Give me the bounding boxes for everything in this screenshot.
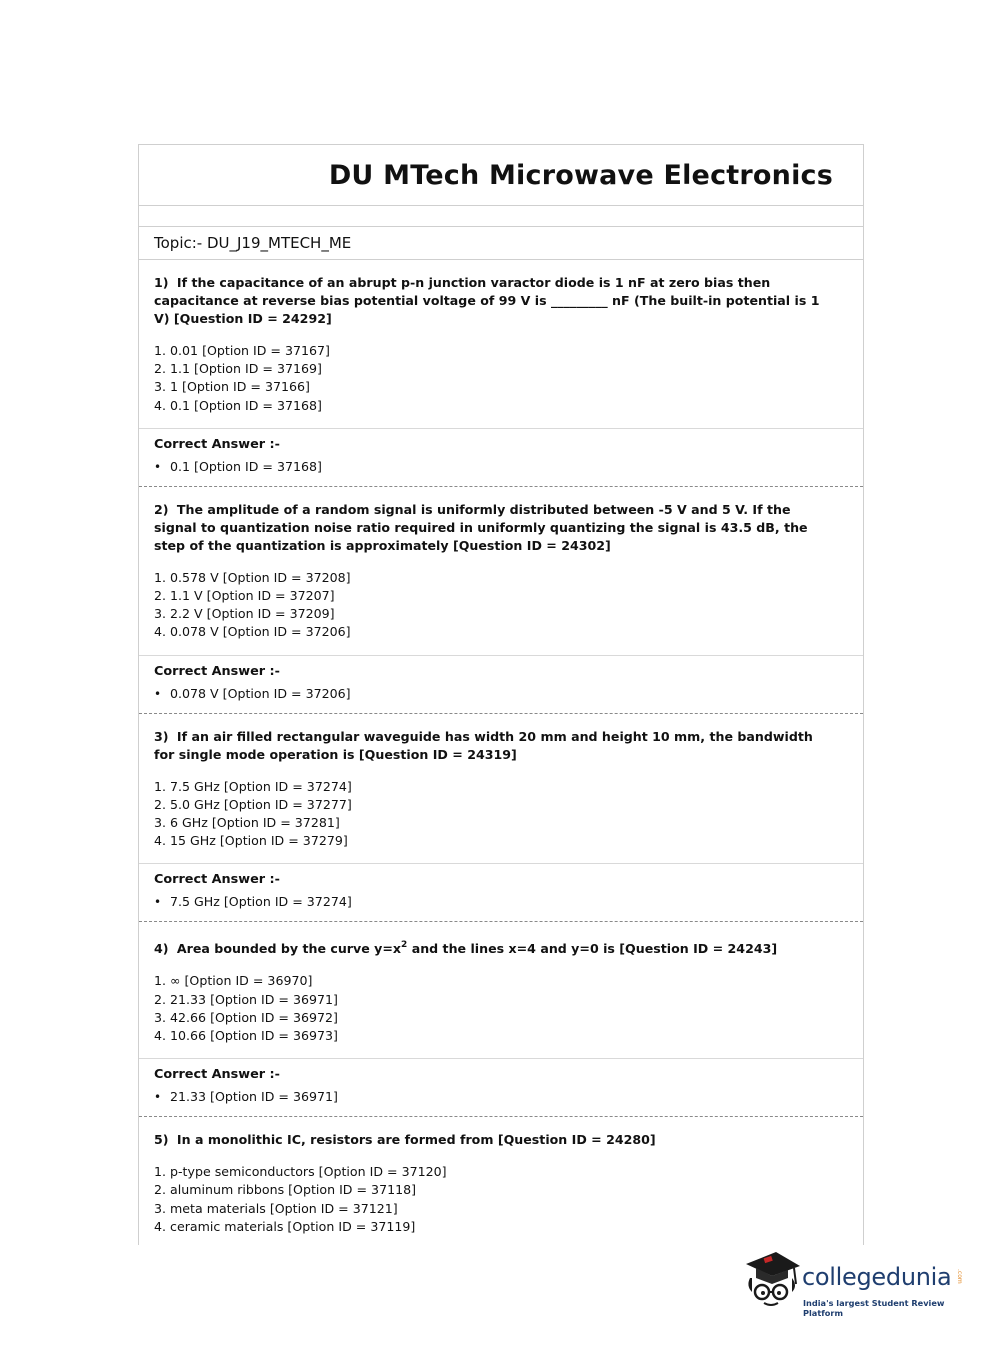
question-body-start: Area bounded by the curve y=x xyxy=(176,941,402,957)
question-number: 1) xyxy=(154,275,169,290)
option-item: 4. 0.1 [Option ID = 37168] xyxy=(154,397,322,413)
option-list xyxy=(154,569,833,642)
question-1 xyxy=(139,260,863,415)
option-item: 2. 1.1 V [Option ID = 37207] xyxy=(154,588,335,604)
option-item: 4. 0.078 V [Option ID = 37206] xyxy=(154,624,351,640)
answer-text: 7.5 GHz [Option ID = 37274] xyxy=(170,894,352,910)
question-text xyxy=(154,728,833,764)
option-item: 1. ∞ [Option ID = 36970] xyxy=(154,973,313,989)
option-list xyxy=(154,1163,833,1236)
option-item: 1. 0.578 V [Option ID = 37208] xyxy=(154,569,351,585)
option-item: 1. 0.01 [Option ID = 37167] xyxy=(154,343,330,358)
bullet-icon: • xyxy=(154,895,162,910)
answer-heading: Correct Answer :- xyxy=(154,663,280,679)
option-item: 4. 15 GHz [Option ID = 37279] xyxy=(154,833,348,849)
answer-block xyxy=(139,656,863,703)
question-number: 2) xyxy=(154,501,169,517)
option-item: 3. 42.66 [Option ID = 36972] xyxy=(154,1009,338,1025)
question-text xyxy=(154,1131,833,1149)
bullet-icon: • xyxy=(154,1090,162,1105)
collegedunia-logo[interactable] xyxy=(742,1248,972,1318)
question-5 xyxy=(139,1117,863,1236)
question-number: 4) xyxy=(154,941,169,957)
answer-item xyxy=(154,893,848,911)
answer-block xyxy=(139,1059,863,1106)
option-item: 2. 5.0 GHz [Option ID = 37277] xyxy=(154,796,352,812)
brand-tagline: India's largest Student Review Platform xyxy=(803,1298,945,1318)
option-item: 3. meta materials [Option ID = 37121] xyxy=(154,1200,398,1216)
question-3 xyxy=(139,714,863,851)
brand-name: collegedunia xyxy=(802,1263,952,1291)
bullet-icon: • xyxy=(154,459,162,474)
answer-item xyxy=(154,1088,848,1106)
option-list xyxy=(154,342,833,415)
answer-item xyxy=(154,458,848,476)
spacer-row xyxy=(139,206,863,227)
option-item: 3. 2.2 V [Option ID = 37209] xyxy=(154,606,335,622)
brand-suffix: .com xyxy=(956,1269,963,1284)
answer-item xyxy=(154,685,848,703)
question-text xyxy=(154,940,833,958)
topic-row xyxy=(139,227,863,260)
answer-text: 0.1 [Option ID = 37168] xyxy=(170,458,322,474)
page-title: DU MTech Microwave Electronics xyxy=(328,159,833,191)
answer-block xyxy=(139,864,863,911)
option-item: 3. 1 [Option ID = 37166] xyxy=(154,379,310,395)
question-body-end: and the lines x=4 and y=0 is [Question ID = 24243] xyxy=(407,941,778,957)
question-4 xyxy=(139,922,863,1045)
option-item: 4. ceramic materials [Option ID = 37119] xyxy=(154,1218,416,1234)
option-item: 2. 21.33 [Option ID = 36971] xyxy=(154,991,338,1007)
option-item: 2. aluminum ribbons [Option ID = 37118] xyxy=(154,1182,417,1198)
superscript: 2 xyxy=(401,940,408,951)
question-number: 3) xyxy=(154,728,169,744)
option-list xyxy=(154,778,833,851)
answer-text: 0.078 V [Option ID = 37206] xyxy=(170,685,351,701)
question-body: The amplitude of a random signal is uniformly distributed between -5 V and 5 V. If the signal to quantization noise ratio required in uniformly quantizing the signal is 43.5 dB, the step of the quantization is approximately [Question ID = 24302] xyxy=(154,501,808,553)
answer-text: 21.33 [Option ID = 36971] xyxy=(170,1089,338,1105)
option-item: 2. 1.1 [Option ID = 37169] xyxy=(154,361,322,377)
answer-heading: Correct Answer :- xyxy=(154,436,280,452)
question-body: If the capacitance of an abrupt p-n junction varactor diode is 1 nF at zero bias then capacitance at reverse bias potential voltage of 99 V is _________ nF (The built-in potential is 1 V) [Question ID = 24292] xyxy=(154,275,820,326)
answer-heading: Correct Answer :- xyxy=(154,1067,280,1083)
title-row xyxy=(139,145,863,206)
option-list xyxy=(154,972,833,1045)
topic-label: Topic:- DU_J19_MTECH_ME xyxy=(154,234,352,252)
answer-heading: Correct Answer :- xyxy=(154,872,280,888)
bullet-icon: • xyxy=(154,686,162,701)
option-item: 3. 6 GHz [Option ID = 37281] xyxy=(154,815,340,831)
question-2 xyxy=(139,487,863,642)
question-text xyxy=(154,501,833,555)
mascot-icon xyxy=(742,1248,802,1310)
question-number: 5) xyxy=(154,1132,169,1148)
option-item: 4. 10.66 [Option ID = 36973] xyxy=(154,1028,338,1044)
option-item: 1. 7.5 GHz [Option ID = 37274] xyxy=(154,778,352,794)
answer-block xyxy=(139,429,863,476)
question-body: In a monolithic IC, resistors are formed from [Question ID = 24280] xyxy=(176,1132,656,1148)
question-text xyxy=(154,274,833,328)
question-body: If an air filled rectangular waveguide has width 20 mm and height 10 mm, the bandwidth for single mode operation is [Question ID = 24319] xyxy=(154,728,813,762)
option-item: 1. p-type semiconductors [Option ID = 37120] xyxy=(154,1164,447,1180)
question-paper xyxy=(138,144,864,1245)
